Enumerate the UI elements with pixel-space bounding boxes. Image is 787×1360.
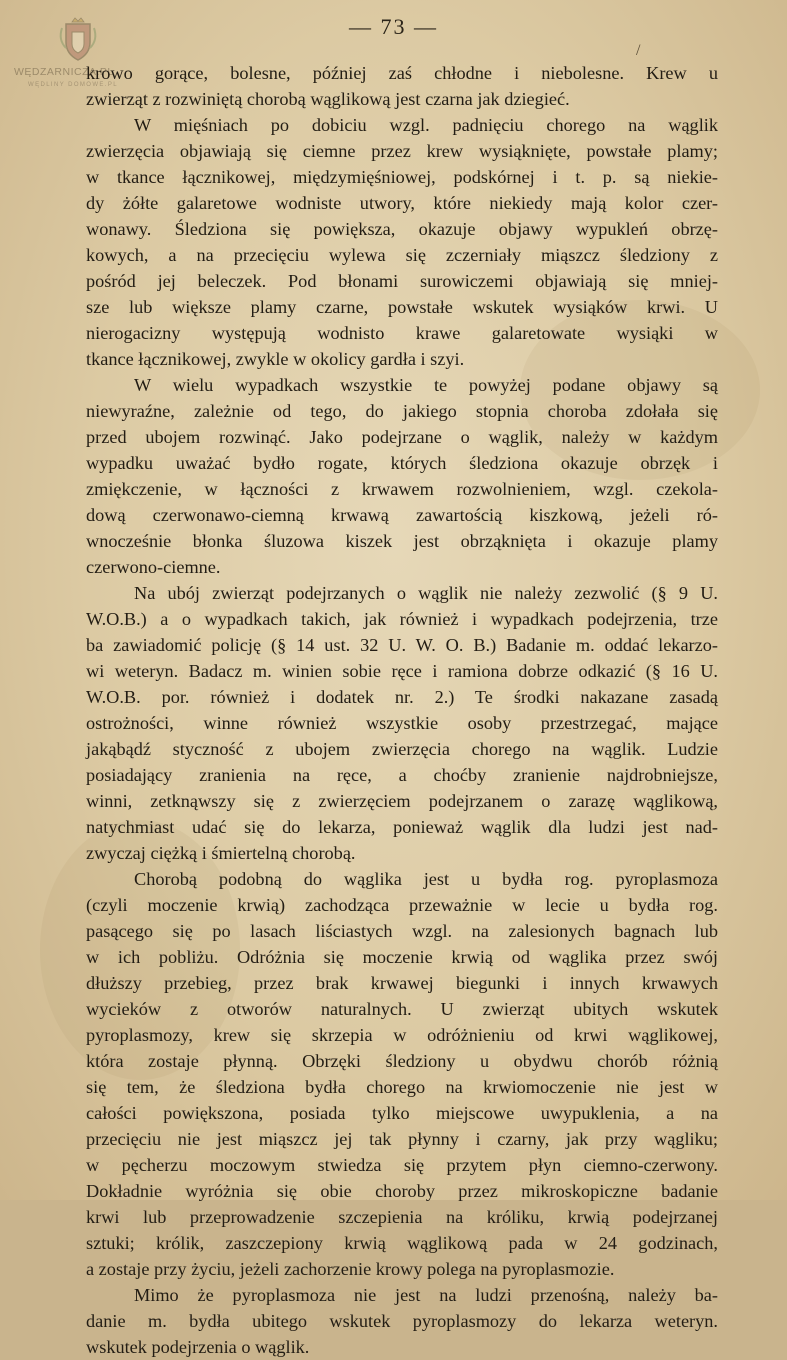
text-line: wycieków z otworów naturalnych. U zwierząt ubitych wskutek [86, 999, 718, 1019]
text-line: dy żółte galaretowe wodniste utwory, które niekiedy mają kolor czer- [86, 193, 718, 213]
text-line: wskutek podejrzenia o wąglik. [86, 1337, 310, 1357]
body-text [86, 60, 718, 1360]
text-line: W.O.B. por. również i dodatek nr. 2.) Te środki nakazane zasadą [86, 687, 718, 707]
text-line: w tkance łącznikowej, międzymięśniowej, podskórnej i t. p. są niekie- [86, 167, 718, 187]
text-line: wnocześnie błonka śluzowa kiszek jest obrząknięta i okazuje plamy [86, 531, 718, 551]
text-line: zwierzęcia objawiają się ciemne przez krew wysiąknięte, powstałe plamy; [86, 141, 718, 161]
text-line: która zostaje płynną. Obrzęki śledziony u obydwu chorób różnią [86, 1051, 718, 1071]
paragraph [86, 60, 718, 112]
text-line: W mięśniach po dobiciu wzgl. padnięciu chorego na wąglik [134, 115, 718, 135]
text-line: wonawy. Śledziona się powiększa, okazuje objawy wypukleń obrzę- [86, 219, 718, 239]
text-line: kowych, a na przecięciu wylewa się zczerniały miąszcz śledziony z [86, 245, 718, 265]
text-line: natychmiast udać się do lekarza, ponieważ wąglik dla ludzi jest nad- [86, 817, 718, 837]
text-line: przecięciu nie jest miąszcz jej tak płynny i czarny, jak przy wągliku; [86, 1129, 718, 1149]
text-line: jakąbądź styczność z ubojem zwierzęcia chorego na wąglik. Ludzie [86, 739, 718, 759]
text-line: wi weteryn. Badacz m. winien sobie ręce i ramiona dobrze odkazić (§ 16 U. [86, 661, 718, 681]
text-line: Dokładnie wyróżnia się obie choroby przez mikroskopiczne badanie [86, 1181, 718, 1201]
watermark-subtitle: WĘDLINY DOMOWE.PL [28, 82, 119, 88]
text-line: Mimo że pyroplasmoza nie jest na ludzi przenośną, należy ba- [134, 1285, 718, 1305]
text-line: się tem, że śledziona bydła chorego na krwiomoczenie nie jest w [86, 1077, 718, 1097]
text-line: nierogacizny występują wodnisto krawe galaretowate wysiąki w [86, 323, 718, 343]
text-line: ostrożności, winne również wszystkie osoby przestrzegać, mające [86, 713, 718, 733]
text-line: pasącego się po lasach liściastych wzgl. na zalesionych bagnach lub [86, 921, 718, 941]
text-line: pośród jej beleczek. Pod błonami surowiczemi objawiają się mniej- [86, 271, 718, 291]
page-number: — 73 — [349, 14, 438, 39]
paragraph [86, 372, 718, 580]
text-line: zwierząt z rozwiniętą chorobą wąglikową jest czarna jak dziegieć. [86, 89, 570, 109]
text-line: dłuższy przebieg, przez brak krwawej biegunki i innych krwawych [86, 973, 718, 993]
text-line: przed ubojem rozwinąć. Jako podejrzane o wąglik, należy w każdym [86, 427, 718, 447]
text-line: w ich pobliżu. Odróżnia się moczenie krwią od wąglika przez swój [86, 947, 718, 967]
paragraph [86, 580, 718, 866]
text-line: sztuki; królik, zaszczepiony krwią wąglikową pada w 24 godzinach, [86, 1233, 718, 1253]
text-line: (czyli moczenie krwią) zachodząca przeważnie w lecie u bydła rog. [86, 895, 718, 915]
text-line: W wielu wypadkach wszystkie te powyżej podane objawy są [134, 375, 718, 395]
text-line: W.O.B.) a o wypadkach takich, jak również i wypadkach podejrzenia, trze [86, 609, 718, 629]
watermark-title: WĘDZARNICZA.PL [14, 66, 114, 78]
paragraph [86, 112, 718, 372]
text-line: zwyczaj ciężką i śmiertelną chorobą. [86, 843, 356, 863]
text-line: czerwono-ciemne. [86, 557, 221, 577]
text-line: a zostaje przy życiu, jeżeli zachorzenie krowy polega na pyroplasmozie. [86, 1259, 615, 1279]
text-line: Na ubój zwierząt podejrzanych o wąglik nie należy zezwolić (§ 9 U. [134, 583, 718, 603]
text-line: krwi lub przeprowadzenie szczepienia na króliku, krwią podejrzanej [86, 1207, 718, 1227]
text-line: Chorobą podobną do wąglika jest u bydła rog. pyroplasmoza [134, 869, 718, 889]
text-line: posiadający zranienia na ręce, a choćby zranienie najdrobniejsze, [86, 765, 718, 785]
text-line: zmiękczenie, w łączności z krwawem rozwolnieniem, wzgl. czekola- [86, 479, 718, 499]
paragraph [86, 1282, 718, 1360]
text-line: winni, zetknąwszy się z zwierzęciem podejrzanem o zarazę wąglikową, [86, 791, 718, 811]
text-line: krowo gorące, bolesne, później zaś chłodne i niebolesne. Krew u [86, 63, 718, 83]
text-line: tkance łącznikowej, zwykle w okolicy gardła i szyi. [86, 349, 465, 369]
text-line: niewyraźne, zależnie od tego, do jakiego stopnia choroba zdołała się [86, 401, 718, 421]
paragraph [86, 866, 718, 1282]
text-line: wypadku uważać bydło rogate, których śledziona okazuje obrzęk i [86, 453, 718, 473]
text-line: w pęcherzu moczowym stwiedza się przytem płyn ciemno-czerwony. [86, 1155, 718, 1175]
margin-mark: / [636, 42, 641, 59]
text-line: całości powiększona, posiada tylko miejscowe uwypuklenia, a na [86, 1103, 718, 1123]
text-line: danie m. bydła ubitego wskutek pyroplasmozy do lekarza weteryn. [86, 1311, 718, 1331]
text-line: sze lub większe plamy czarne, powstałe wskutek wysiąków krwi. U [86, 297, 718, 317]
text-line: pyroplasmozy, krew się skrzepia w odróżnieniu od krwi wąglikowej, [86, 1025, 718, 1045]
text-line: dową czerwonawo-ciemną krwawą zawartością kiszkową, jeżeli ró- [86, 505, 718, 525]
text-line: ba zawiadomić policję (§ 14 ust. 32 U. W. O. B.) Badanie m. oddać lekarzo- [86, 635, 718, 655]
